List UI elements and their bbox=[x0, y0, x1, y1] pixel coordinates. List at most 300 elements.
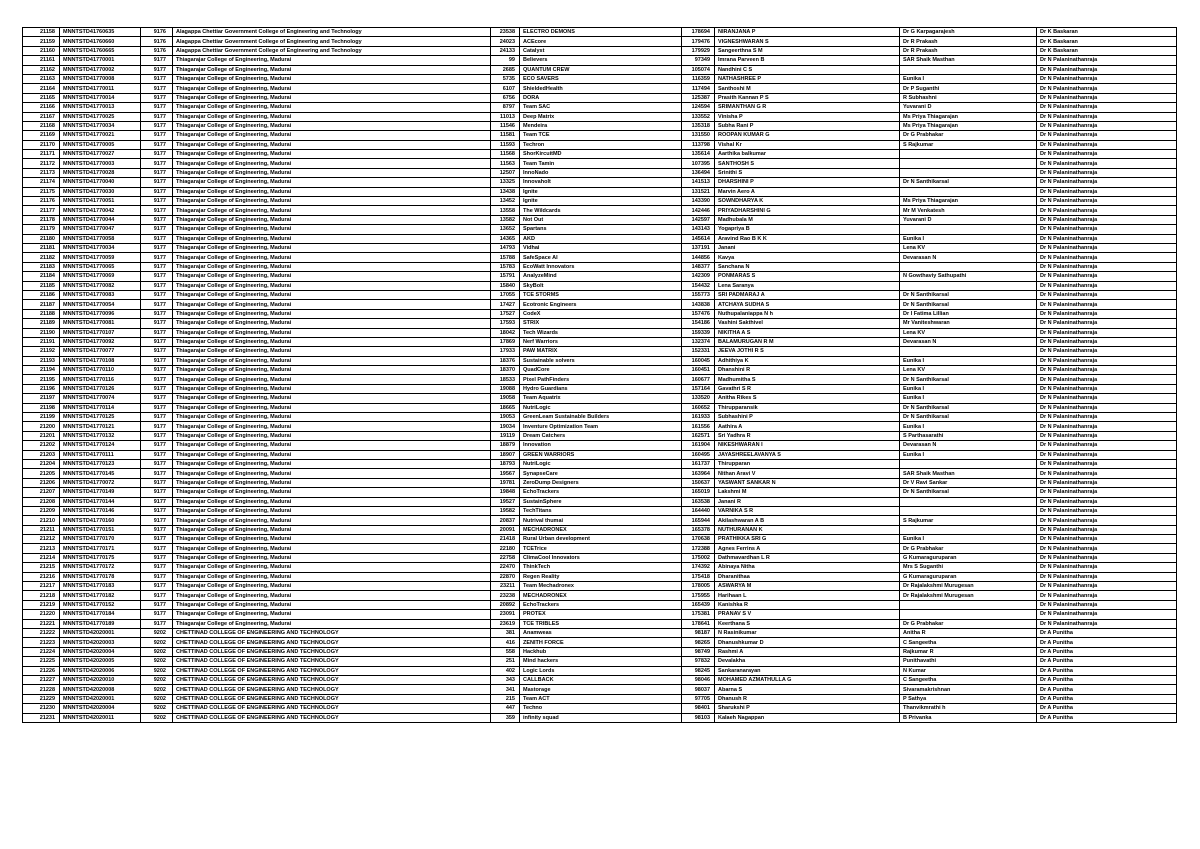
member-name-cell: VARNIKA S R bbox=[715, 506, 900, 515]
table-row bbox=[23, 103, 1177, 112]
team-name-cell: Hydro Guardians bbox=[520, 384, 682, 393]
student-id-cell: MNNTSTD41770072 bbox=[60, 478, 141, 487]
team-name-cell: Nerf Warriors bbox=[520, 337, 682, 346]
student-id-cell: MNNTSTD41770146 bbox=[60, 506, 141, 515]
serial-cell: 21210 bbox=[23, 516, 60, 525]
serial-cell: 21203 bbox=[23, 450, 60, 459]
team-id-cell: 18533 bbox=[491, 375, 520, 384]
table-row bbox=[23, 413, 1177, 422]
serial-cell: 21188 bbox=[23, 309, 60, 318]
member-id-cell: 179929 bbox=[682, 46, 715, 55]
spoc-cell: Dr N Palaninathanraja bbox=[1037, 366, 1177, 375]
table-row bbox=[23, 638, 1177, 647]
college-name-cell: Thiagarajar College of Engineering, Madurai bbox=[173, 65, 491, 74]
table-row bbox=[23, 657, 1177, 666]
spoc-cell: Dr N Palaninathanraja bbox=[1037, 413, 1177, 422]
team-id-cell: 22180 bbox=[491, 544, 520, 553]
team-name-cell: Hackhub bbox=[520, 647, 682, 656]
table-row bbox=[23, 290, 1177, 299]
student-id-cell: MNNTSTD41770184 bbox=[60, 610, 141, 619]
spoc-cell: Dr N Palaninathanraja bbox=[1037, 582, 1177, 591]
serial-cell: 21209 bbox=[23, 506, 60, 515]
mentor-cell: Mrs S Suganthi bbox=[900, 563, 1037, 572]
college-code-cell: 9177 bbox=[141, 516, 173, 525]
team-id-cell: 2685 bbox=[491, 65, 520, 74]
member-name-cell: Dhanshini R bbox=[715, 366, 900, 375]
serial-cell: 21181 bbox=[23, 243, 60, 252]
member-id-cell: 165378 bbox=[682, 525, 715, 534]
team-id-cell: 13582 bbox=[491, 215, 520, 224]
college-code-cell: 9202 bbox=[141, 685, 173, 694]
spoc-cell: Dr N Palaninathanraja bbox=[1037, 290, 1177, 299]
table-row bbox=[23, 140, 1177, 149]
spoc-cell: Dr N Palaninathanraja bbox=[1037, 563, 1177, 572]
team-name-cell: Team Tamin bbox=[520, 159, 682, 168]
college-name-cell: Thiagarajar College of Engineering, Madurai bbox=[173, 281, 491, 290]
college-name-cell: Thiagarajar College of Engineering, Madurai bbox=[173, 140, 491, 149]
spoc-cell: Dr N Palaninathanraja bbox=[1037, 103, 1177, 112]
mentor-cell: SAR Shaik Masthan bbox=[900, 469, 1037, 478]
spoc-cell: Dr N Palaninathanraja bbox=[1037, 56, 1177, 65]
student-id-cell: MNNTSTD41770003 bbox=[60, 159, 141, 168]
mentor-cell: Dr N Santhikarsal bbox=[900, 403, 1037, 412]
college-name-cell: Thiagarajar College of Engineering, Madurai bbox=[173, 84, 491, 93]
team-id-cell: 24023 bbox=[491, 37, 520, 46]
team-id-cell: 19119 bbox=[491, 431, 520, 440]
table-row bbox=[23, 403, 1177, 412]
spoc-cell: Dr N Palaninathanraja bbox=[1037, 384, 1177, 393]
team-id-cell: 8797 bbox=[491, 103, 520, 112]
member-id-cell: 142309 bbox=[682, 272, 715, 281]
member-name-cell: NATHASHREE P bbox=[715, 74, 900, 83]
table-row bbox=[23, 366, 1177, 375]
mentor-cell: Eunika I bbox=[900, 74, 1037, 83]
table-row bbox=[23, 243, 1177, 252]
student-id-cell: MNNTSTD41770096 bbox=[60, 309, 141, 318]
college-name-cell: Thiagarajar College of Engineering, Madurai bbox=[173, 234, 491, 243]
member-name-cell: Imrana Parveen B bbox=[715, 56, 900, 65]
table-row bbox=[23, 281, 1177, 290]
member-name-cell: SRI PADMARAJ A bbox=[715, 290, 900, 299]
mentor-cell: Dr G Prabhakar bbox=[900, 544, 1037, 553]
spoc-cell: Dr A Punitha bbox=[1037, 638, 1177, 647]
college-code-cell: 9177 bbox=[141, 112, 173, 121]
student-id-cell: MNNTSTD41760660 bbox=[60, 37, 141, 46]
mentor-cell: C Sangeetha bbox=[900, 675, 1037, 684]
team-name-cell: Inventure Optimization Team bbox=[520, 422, 682, 431]
team-name-cell: Innovaholt bbox=[520, 178, 682, 187]
college-code-cell: 9177 bbox=[141, 215, 173, 224]
college-code-cell: 9177 bbox=[141, 178, 173, 187]
mentor-cell: Rajkumar R bbox=[900, 647, 1037, 656]
member-name-cell: Aathira A bbox=[715, 422, 900, 431]
serial-cell: 21208 bbox=[23, 497, 60, 506]
member-name-cell: ROOPAN KUMAR G bbox=[715, 131, 900, 140]
team-name-cell: Ecotronic Engineers bbox=[520, 300, 682, 309]
college-code-cell: 9202 bbox=[141, 638, 173, 647]
serial-cell: 21167 bbox=[23, 112, 60, 121]
student-id-cell: MNNTSTD41770042 bbox=[60, 206, 141, 215]
mentor-cell bbox=[900, 159, 1037, 168]
member-id-cell: 160495 bbox=[682, 450, 715, 459]
serial-cell: 21184 bbox=[23, 272, 60, 281]
mentor-cell bbox=[900, 347, 1037, 356]
team-name-cell: ShieldedHealth bbox=[520, 84, 682, 93]
college-name-cell: Alagappa Chettiar Government College of Engineering and Technology bbox=[173, 46, 491, 55]
serial-cell: 21164 bbox=[23, 84, 60, 93]
spoc-cell: Dr N Palaninathanraja bbox=[1037, 121, 1177, 130]
table-row bbox=[23, 506, 1177, 515]
team-id-cell: 5735 bbox=[491, 74, 520, 83]
team-name-cell: Spartans bbox=[520, 225, 682, 234]
member-id-cell: 98103 bbox=[682, 713, 715, 722]
spoc-cell: Dr N Palaninathanraja bbox=[1037, 84, 1177, 93]
spoc-cell: Dr N Palaninathanraja bbox=[1037, 197, 1177, 206]
spoc-cell: Dr K Baskaran bbox=[1037, 28, 1177, 37]
mentor-cell: Ms Priya Thiagarajan bbox=[900, 197, 1037, 206]
member-name-cell: Lena Saranya bbox=[715, 281, 900, 290]
member-id-cell: 162571 bbox=[682, 431, 715, 440]
college-code-cell: 9177 bbox=[141, 131, 173, 140]
team-name-cell: ShorKircuitMD bbox=[520, 150, 682, 159]
college-name-cell: Thiagarajar College of Engineering, Madurai bbox=[173, 488, 491, 497]
team-name-cell: Dream Catchers bbox=[520, 431, 682, 440]
member-id-cell: 133552 bbox=[682, 112, 715, 121]
member-name-cell: JEEVA JOTHI R S bbox=[715, 347, 900, 356]
member-id-cell: 116359 bbox=[682, 74, 715, 83]
serial-cell: 21218 bbox=[23, 591, 60, 600]
table-row bbox=[23, 131, 1177, 140]
team-name-cell: Logic Lords bbox=[520, 666, 682, 675]
team-name-cell: Team Aquatrix bbox=[520, 394, 682, 403]
mentor-cell: Devarasan N bbox=[900, 337, 1037, 346]
student-id-cell: MNNTSTD41770183 bbox=[60, 582, 141, 591]
spoc-cell: Dr A Punitha bbox=[1037, 647, 1177, 656]
member-name-cell: Adhithiya K bbox=[715, 356, 900, 365]
serial-cell: 21222 bbox=[23, 629, 60, 638]
table-row bbox=[23, 84, 1177, 93]
team-id-cell: 14793 bbox=[491, 243, 520, 252]
student-id-cell: MNNTSTD41760635 bbox=[60, 28, 141, 37]
college-name-cell: Thiagarajar College of Engineering, Madurai bbox=[173, 309, 491, 318]
student-id-cell: MNNTSTD41770152 bbox=[60, 600, 141, 609]
mentor-cell: Dr Rajalakshmi Murugesan bbox=[900, 591, 1037, 600]
college-code-cell: 9177 bbox=[141, 243, 173, 252]
spoc-cell: Dr N Palaninathanraja bbox=[1037, 272, 1177, 281]
college-code-cell: 9177 bbox=[141, 422, 173, 431]
spoc-cell: Dr N Palaninathanraja bbox=[1037, 497, 1177, 506]
spoc-cell: Dr N Palaninathanraja bbox=[1037, 168, 1177, 177]
college-code-cell: 9177 bbox=[141, 535, 173, 544]
college-code-cell: 9177 bbox=[141, 366, 173, 375]
spoc-cell: Dr A Punitha bbox=[1037, 694, 1177, 703]
spoc-cell: Dr N Palaninathanraja bbox=[1037, 600, 1177, 609]
serial-cell: 21183 bbox=[23, 262, 60, 271]
team-name-cell: AnalyzeMind bbox=[520, 272, 682, 281]
mentor-cell: Ms Priya Thiagarajan bbox=[900, 121, 1037, 130]
college-code-cell: 9177 bbox=[141, 74, 173, 83]
serial-cell: 21185 bbox=[23, 281, 60, 290]
table-row bbox=[23, 478, 1177, 487]
college-name-cell: Thiagarajar College of Engineering, Madurai bbox=[173, 178, 491, 187]
team-id-cell: 17869 bbox=[491, 337, 520, 346]
spoc-cell: Dr N Palaninathanraja bbox=[1037, 375, 1177, 384]
student-id-cell: MNNTSTD41770171 bbox=[60, 544, 141, 553]
team-id-cell: 15791 bbox=[491, 272, 520, 281]
team-name-cell: InnoNado bbox=[520, 168, 682, 177]
table-row bbox=[23, 450, 1177, 459]
mentor-cell bbox=[900, 65, 1037, 74]
mentor-cell: Dr G Prabhakar bbox=[900, 131, 1037, 140]
college-code-cell: 9177 bbox=[141, 187, 173, 196]
student-id-cell: MNNTSTD41770030 bbox=[60, 187, 141, 196]
member-id-cell: 98401 bbox=[682, 704, 715, 713]
member-name-cell: Srinithi S bbox=[715, 168, 900, 177]
member-name-cell: PRANAV S V bbox=[715, 610, 900, 619]
team-id-cell: 13452 bbox=[491, 197, 520, 206]
college-code-cell: 9177 bbox=[141, 525, 173, 534]
student-id-cell: MNNTSTD41770082 bbox=[60, 281, 141, 290]
member-name-cell: Sanchana N bbox=[715, 262, 900, 271]
college-code-cell: 9177 bbox=[141, 394, 173, 403]
team-name-cell: Tech Wizards bbox=[520, 328, 682, 337]
mentor-cell: Dr V Ravi Sankar bbox=[900, 478, 1037, 487]
college-code-cell: 9177 bbox=[141, 309, 173, 318]
table-row bbox=[23, 309, 1177, 318]
member-id-cell: 141513 bbox=[682, 178, 715, 187]
spoc-cell: Dr N Palaninathanraja bbox=[1037, 553, 1177, 562]
member-name-cell: Lakshmi M bbox=[715, 488, 900, 497]
spoc-cell: Dr N Palaninathanraja bbox=[1037, 394, 1177, 403]
serial-cell: 21205 bbox=[23, 469, 60, 478]
college-name-cell: Thiagarajar College of Engineering, Madurai bbox=[173, 272, 491, 281]
mentor-cell: Mr Vaniteshwaran bbox=[900, 319, 1037, 328]
team-name-cell: TCETrice bbox=[520, 544, 682, 553]
serial-cell: 21186 bbox=[23, 290, 60, 299]
serial-cell: 21163 bbox=[23, 74, 60, 83]
table-row bbox=[23, 469, 1177, 478]
team-name-cell: Team SAC bbox=[520, 103, 682, 112]
team-name-cell: QuadCore bbox=[520, 366, 682, 375]
team-id-cell: 251 bbox=[491, 657, 520, 666]
college-code-cell: 9177 bbox=[141, 84, 173, 93]
team-name-cell: NutriLogic bbox=[520, 459, 682, 468]
table-row bbox=[23, 431, 1177, 440]
mentor-cell: Dr N Santhikarsal bbox=[900, 375, 1037, 384]
college-name-cell: Thiagarajar College of Engineering, Madurai bbox=[173, 197, 491, 206]
team-name-cell: Nutrival thumai bbox=[520, 516, 682, 525]
mentor-cell bbox=[900, 150, 1037, 159]
table-row bbox=[23, 422, 1177, 431]
team-name-cell: The Wildcards bbox=[520, 206, 682, 215]
member-id-cell: 117494 bbox=[682, 84, 715, 93]
student-id-cell: MNNTSTD41770110 bbox=[60, 366, 141, 375]
team-name-cell: Regen Reality bbox=[520, 572, 682, 581]
member-name-cell: Aarthika balkumar bbox=[715, 150, 900, 159]
college-name-cell: Thiagarajar College of Engineering, Madurai bbox=[173, 384, 491, 393]
college-name-cell: Thiagarajar College of Engineering, Madurai bbox=[173, 243, 491, 252]
team-name-cell: Catalyst bbox=[520, 46, 682, 55]
table-row bbox=[23, 37, 1177, 46]
member-id-cell: 178694 bbox=[682, 28, 715, 37]
member-id-cell: 142446 bbox=[682, 206, 715, 215]
team-name-cell: PAW MATRIX bbox=[520, 347, 682, 356]
member-name-cell: Madhubala M bbox=[715, 215, 900, 224]
college-code-cell: 9202 bbox=[141, 657, 173, 666]
serial-cell: 21206 bbox=[23, 478, 60, 487]
mentor-cell: Dr Rajalakshmi Murugesan bbox=[900, 582, 1037, 591]
team-id-cell: 20091 bbox=[491, 525, 520, 534]
spoc-cell: Dr N Palaninathanraja bbox=[1037, 610, 1177, 619]
spoc-cell: Dr A Punitha bbox=[1037, 685, 1177, 694]
team-id-cell: 215 bbox=[491, 694, 520, 703]
college-code-cell: 9176 bbox=[141, 46, 173, 55]
student-id-cell: MNNTSTD41770172 bbox=[60, 563, 141, 572]
serial-cell: 21160 bbox=[23, 46, 60, 55]
college-code-cell: 9177 bbox=[141, 563, 173, 572]
member-name-cell: Thirupparan bbox=[715, 459, 900, 468]
member-name-cell: Aravind Rao B K K bbox=[715, 234, 900, 243]
member-name-cell: Janani bbox=[715, 243, 900, 252]
member-id-cell: 98187 bbox=[682, 629, 715, 638]
serial-cell: 21165 bbox=[23, 93, 60, 102]
student-id-cell: MNNTSTD42020008 bbox=[60, 685, 141, 694]
team-name-cell: Anamweas bbox=[520, 629, 682, 638]
college-name-cell: Thiagarajar College of Engineering, Madurai bbox=[173, 506, 491, 515]
college-name-cell: Thiagarajar College of Engineering, Madurai bbox=[173, 375, 491, 384]
team-id-cell: 22870 bbox=[491, 572, 520, 581]
college-code-cell: 9177 bbox=[141, 600, 173, 609]
table-row bbox=[23, 234, 1177, 243]
student-id-cell: MNNTSTD41770021 bbox=[60, 131, 141, 140]
college-name-cell: CHETTINAD COLLEGE OF ENGINEERING AND TECHNOLOGY bbox=[173, 694, 491, 703]
member-id-cell: 163538 bbox=[682, 497, 715, 506]
spoc-cell: Dr N Palaninathanraja bbox=[1037, 112, 1177, 121]
college-name-cell: Thiagarajar College of Engineering, Madurai bbox=[173, 582, 491, 591]
serial-cell: 21202 bbox=[23, 441, 60, 450]
mentor-cell: Anitha R bbox=[900, 629, 1037, 638]
college-code-cell: 9177 bbox=[141, 272, 173, 281]
team-id-cell: 17527 bbox=[491, 309, 520, 318]
college-code-cell: 9177 bbox=[141, 610, 173, 619]
college-name-cell: Thiagarajar College of Engineering, Madurai bbox=[173, 403, 491, 412]
college-name-cell: Thiagarajar College of Engineering, Madurai bbox=[173, 121, 491, 130]
member-id-cell: 107395 bbox=[682, 159, 715, 168]
member-name-cell: Kalaeh Nagappan bbox=[715, 713, 900, 722]
member-name-cell: MOHAMED AZMATHULLA G bbox=[715, 675, 900, 684]
table-row bbox=[23, 253, 1177, 262]
serial-cell: 21224 bbox=[23, 647, 60, 656]
student-id-cell: MNNTSTD41770054 bbox=[60, 300, 141, 309]
student-id-cell: MNNTSTD41770182 bbox=[60, 591, 141, 600]
team-name-cell: Rural Urban development bbox=[520, 535, 682, 544]
team-id-cell: 22470 bbox=[491, 563, 520, 572]
team-id-cell: 19527 bbox=[491, 497, 520, 506]
student-id-cell: MNNTSTD41770081 bbox=[60, 319, 141, 328]
member-name-cell: Dhanush R bbox=[715, 694, 900, 703]
college-code-cell: 9177 bbox=[141, 121, 173, 130]
student-id-cell: MNNTSTD41770121 bbox=[60, 422, 141, 431]
member-id-cell: 98037 bbox=[682, 685, 715, 694]
serial-cell: 21169 bbox=[23, 131, 60, 140]
member-name-cell: Vishal Kr bbox=[715, 140, 900, 149]
member-id-cell: 165944 bbox=[682, 516, 715, 525]
serial-cell: 21178 bbox=[23, 215, 60, 224]
table-row bbox=[23, 666, 1177, 675]
student-id-cell: MNNTSTD42020011 bbox=[60, 713, 141, 722]
member-name-cell: SRIMANTHAN G R bbox=[715, 103, 900, 112]
member-name-cell: Sangeerthna S M bbox=[715, 46, 900, 55]
team-id-cell: 18376 bbox=[491, 356, 520, 365]
member-name-cell: Sri Yadhra R bbox=[715, 431, 900, 440]
member-id-cell: 144856 bbox=[682, 253, 715, 262]
mentor-cell: Eunika I bbox=[900, 384, 1037, 393]
member-name-cell: PRATHIKKA SRI G bbox=[715, 535, 900, 544]
spoc-cell: Dr A Punitha bbox=[1037, 713, 1177, 722]
team-id-cell: 19781 bbox=[491, 478, 520, 487]
table-row bbox=[23, 544, 1177, 553]
student-id-cell: MNNTSTD42020003 bbox=[60, 638, 141, 647]
spoc-cell: Dr N Palaninathanraja bbox=[1037, 488, 1177, 497]
mentor-cell: Lena KV bbox=[900, 243, 1037, 252]
serial-cell: 21179 bbox=[23, 225, 60, 234]
college-code-cell: 9177 bbox=[141, 403, 173, 412]
college-code-cell: 9177 bbox=[141, 103, 173, 112]
member-name-cell: Dhanushkumar D bbox=[715, 638, 900, 647]
team-id-cell: 14365 bbox=[491, 234, 520, 243]
student-id-cell: MNNTSTD41770144 bbox=[60, 497, 141, 506]
student-id-cell: MNNTSTD41770145 bbox=[60, 469, 141, 478]
spoc-cell: Dr A Punitha bbox=[1037, 657, 1177, 666]
mentor-cell: Yuvarani D bbox=[900, 215, 1037, 224]
spoc-cell: Dr N Palaninathanraja bbox=[1037, 319, 1177, 328]
college-name-cell: Thiagarajar College of Engineering, Madurai bbox=[173, 478, 491, 487]
team-name-cell: NutriLogic bbox=[520, 403, 682, 412]
mentor-cell: S Rajkumar bbox=[900, 140, 1037, 149]
college-name-cell: Thiagarajar College of Engineering, Madurai bbox=[173, 225, 491, 234]
spoc-cell: Dr N Palaninathanraja bbox=[1037, 450, 1177, 459]
member-id-cell: 161933 bbox=[682, 413, 715, 422]
college-code-cell: 9177 bbox=[141, 168, 173, 177]
member-id-cell: 143390 bbox=[682, 197, 715, 206]
serial-cell: 21175 bbox=[23, 187, 60, 196]
team-name-cell: TCE STORMS bbox=[520, 290, 682, 299]
member-name-cell: DHARSHINI P bbox=[715, 178, 900, 187]
member-name-cell: Anitha Rikes S bbox=[715, 394, 900, 403]
member-id-cell: 97349 bbox=[682, 56, 715, 65]
student-id-cell: MNNTSTD41770125 bbox=[60, 413, 141, 422]
team-name-cell: Techno bbox=[520, 704, 682, 713]
team-id-cell: 13325 bbox=[491, 178, 520, 187]
serial-cell: 21158 bbox=[23, 28, 60, 37]
team-name-cell: Team TCE bbox=[520, 131, 682, 140]
team-id-cell: 23091 bbox=[491, 610, 520, 619]
team-id-cell: 19053 bbox=[491, 413, 520, 422]
table-row bbox=[23, 582, 1177, 591]
mentor-cell bbox=[900, 600, 1037, 609]
member-name-cell: Kanishka R bbox=[715, 600, 900, 609]
serial-cell: 21231 bbox=[23, 713, 60, 722]
mentor-cell: Punithavathi bbox=[900, 657, 1037, 666]
college-name-cell: Thiagarajar College of Engineering, Madurai bbox=[173, 553, 491, 562]
member-name-cell: ATCHAYA SUDHA S bbox=[715, 300, 900, 309]
serial-cell: 21201 bbox=[23, 431, 60, 440]
serial-cell: 21221 bbox=[23, 619, 60, 628]
college-name-cell: Thiagarajar College of Engineering, Madurai bbox=[173, 56, 491, 65]
college-name-cell: Thiagarajar College of Engineering, Madurai bbox=[173, 253, 491, 262]
team-id-cell: 11546 bbox=[491, 121, 520, 130]
serial-cell: 21229 bbox=[23, 694, 60, 703]
